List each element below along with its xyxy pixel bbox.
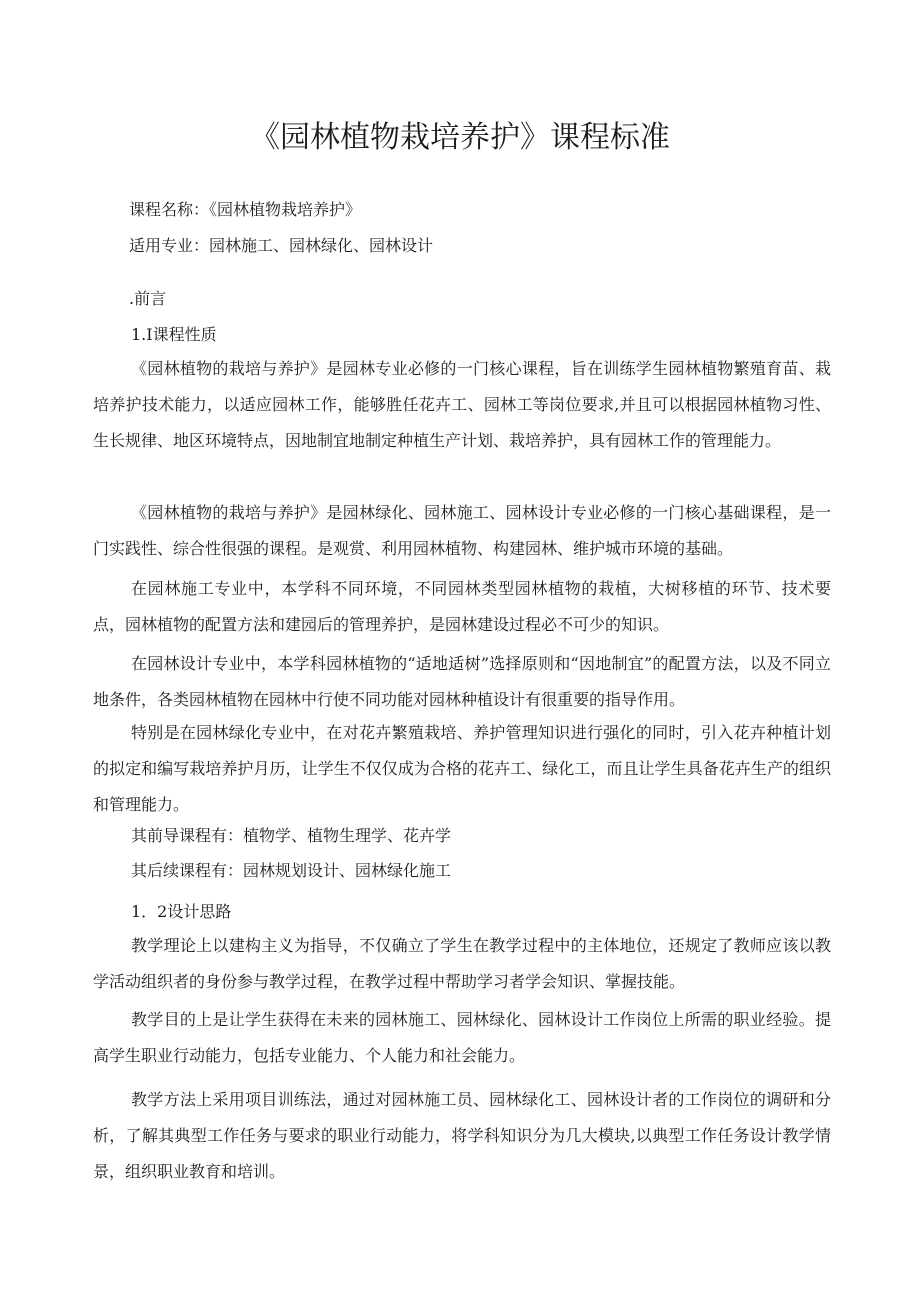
paragraph-construction-major: 在园林施工专业中，本学科不同环境，不同园林类型园林植物的栽植，大树移植的环节、技术要点，园林植物的配置方法和建园后的管理养护，是园林建设过程必不可少的知识。 xyxy=(93,579,831,634)
paragraph-greening-major: 特别是在园林绿化专业中，在对花卉繁殖栽培、养护管理知识进行强化的同时，引入花卉种植计划的拟定和编写栽培养护月历，让学生不仅仅成为合格的花卉工、绿化工，而且让学生具备花卉生产的组织和管理能力。 xyxy=(93,723,831,814)
paragraph-course-nature-2: 《园林植物的栽培与养护》是园林绿化、园林施工、园林设计专业必修的一门核心基础课程，是一门实践性、综合性很强的课程。是观赏、利用园林植物、构建园林、维护城市环境的基础。 xyxy=(93,503,831,558)
paragraph-course-nature-1: 《园林植物的栽培与养护》是园林专业必修的一门核心课程，旨在训练学生园林植物繁殖育苗、栽培养护技术能力，以适应园林工作，能够胜任花卉工、园林工等岗位要求,并且可以根据园林植物习性、生长规律、地区环境特点，因地制宜地制定种植生产计划、栽培养护，具有园林工作的管理能力。 xyxy=(93,359,831,450)
paragraph-teaching-goal: 教学目的上是让学生获得在未来的园林施工、园林绿化、园林设计工作岗位上所需的职业经验。提高学生职业行动能力，包括专业能力、个人能力和社会能力。 xyxy=(93,1010,831,1065)
majors-line: 适用专业：园林施工、园林绿化、园林设计 xyxy=(129,236,434,255)
paragraph-design-major: 在园林设计专业中，本学科园林植物的“适地适树”选择原则和“因地制宜”的配置方法，以及不同立地条件，各类园林植物在园林中行使不同功能对园林种植设计有很重要的指导作用。 xyxy=(93,654,831,709)
section-1-2-heading: 1．2设计思路 xyxy=(131,902,232,921)
paragraph-teaching-method: 教学方法上采用项目训练法，通过对园林施工员、园林绿化工、园林设计者的工作岗位的调研和分析，了解其典型工作任务与要求的职业行动能力，将学科知识分为几大模块,以典型工作任务设计教学情景，组织职业教育和培训。 xyxy=(93,1090,831,1181)
paragraph-followup-courses: 其后续课程有：园林规划设计、园林绿化施工 xyxy=(131,861,452,880)
section-preface: .前言 xyxy=(129,289,167,308)
section-1-1-heading: 1.I课程性质 xyxy=(131,325,217,344)
document-title: 《园林植物栽培养护》课程标准 xyxy=(250,120,670,155)
paragraph-teaching-theory: 教学理论上以建构主义为指导，不仅确立了学生在教学过程中的主体地位，还规定了教师应该以教学活动组织者的身份参与教学过程，在教学过程中帮助学习者学会知识、掌握技能。 xyxy=(93,936,831,991)
paragraph-prerequisite-courses: 其前导课程有：植物学、植物生理学、花卉学 xyxy=(131,826,452,845)
course-name-line: 课程名称：《园林植物栽培养护》 xyxy=(129,200,362,219)
